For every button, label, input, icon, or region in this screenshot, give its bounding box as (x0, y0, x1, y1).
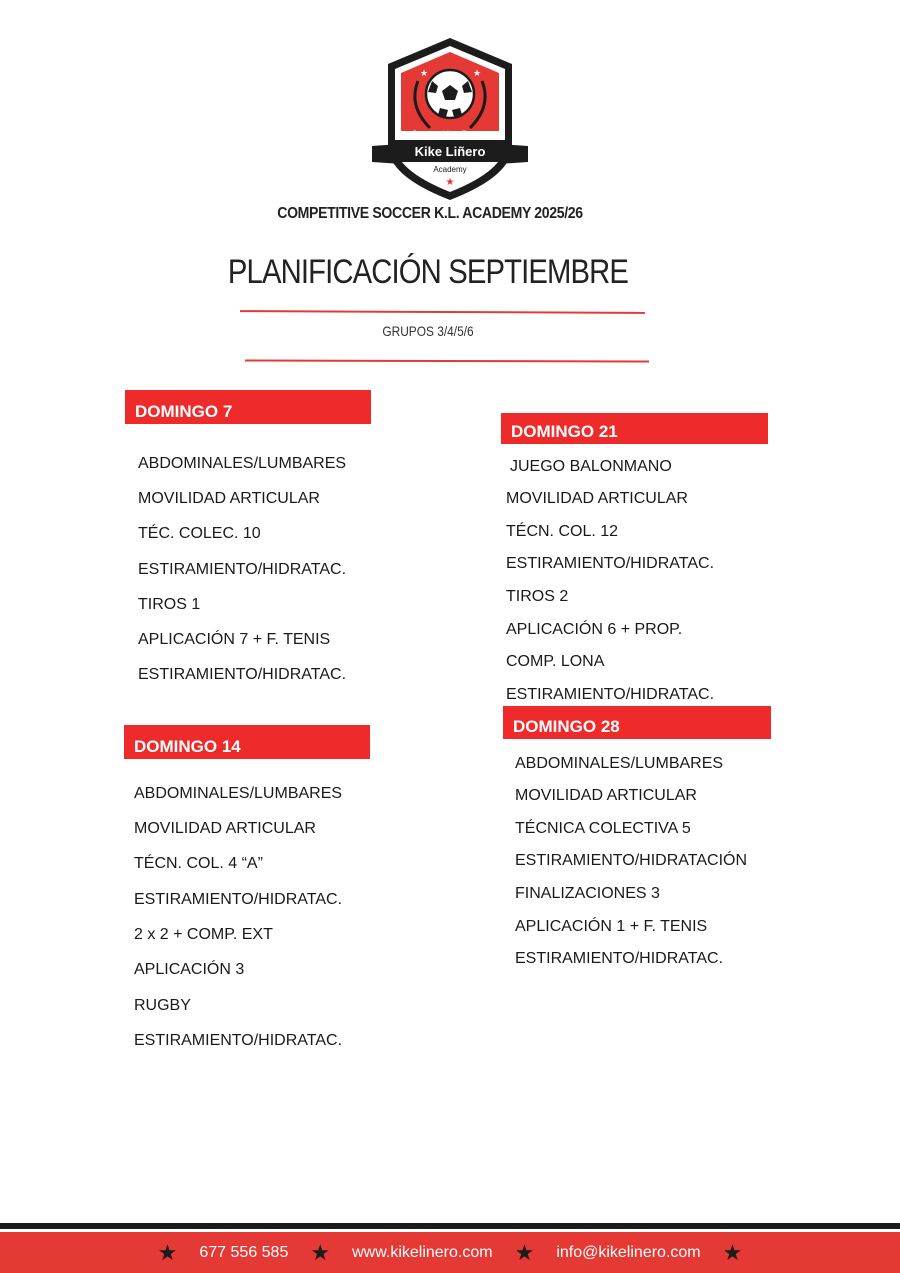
logo-line3: Academy (433, 165, 467, 174)
list-item: TIROS 1 (138, 596, 201, 613)
day-header-domingo-21 (501, 413, 768, 444)
academy-title: COMPETITIVE SOCCER K.L. ACADEMY 2025/26 (277, 205, 583, 222)
list-item: FINALIZACIONES 3 (515, 885, 660, 902)
list-item: TIROS 2 (506, 588, 569, 605)
star-icon: ★ (722, 1239, 743, 1265)
svg-text:★: ★ (473, 68, 482, 78)
list-item: ESTIRAMIENTO/HIDRATAC. (138, 666, 347, 683)
list-item: 2 x 2 + COMP. EXT (134, 926, 273, 943)
list-item: ABDOMINALES/LUMBARES (134, 785, 343, 802)
footer-stripe (0, 1223, 900, 1229)
star-icon: ★ (310, 1239, 331, 1265)
list-item: APLICACIÓN 6 + PROP. (506, 621, 683, 638)
day-title: DOMINGO 21 (511, 422, 618, 441)
list-item: MOVILIDAD ARTICULAR (515, 787, 697, 804)
list-item: MOVILIDAD ARTICULAR (134, 820, 316, 837)
list-item: ESTIRAMIENTO/HIDRATAC. (134, 1032, 343, 1049)
list-item: TÉCN. COL. 4 “A” (134, 855, 263, 872)
list-item: ESTIRAMIENTO/HIDRATAC. (515, 950, 724, 967)
day-header-domingo-28 (503, 706, 771, 739)
page-title: PLANIFICACIÓN SEPTIEMBRE (227, 253, 629, 291)
logo-line2: Kike Liñero (414, 144, 486, 159)
list-item: TÉCN. COL. 12 (506, 523, 619, 540)
list-item: ESTIRAMIENTO/HIDRATACIÓN (515, 852, 748, 869)
footer-email-link[interactable]: info@kikelinero.com (556, 1243, 701, 1261)
footer-contact-bar (0, 1232, 900, 1273)
groups-subtitle: GRUPOS 3/4/5/6 (382, 323, 474, 339)
list-item: ESTIRAMIENTO/HIDRATAC. (134, 891, 343, 908)
list-item: ABDOMINALES/LUMBARES (515, 755, 724, 772)
list-item: MOVILIDAD ARTICULAR (138, 490, 320, 507)
star-icon: ★ (157, 1239, 178, 1265)
list-item: APLICACIÓN 7 + F. TENIS (138, 631, 331, 648)
list-item: APLICACIÓN 3 (134, 961, 245, 978)
day-header-domingo-14 (124, 725, 370, 759)
list-item: MOVILIDAD ARTICULAR (506, 490, 688, 507)
day-title: DOMINGO 7 (135, 402, 233, 421)
logo-line1: Competitive Soccer (410, 129, 490, 139)
list-item: ESTIRAMIENTO/HIDRATAC. (506, 686, 715, 703)
svg-text:★: ★ (445, 177, 455, 188)
footer-phone: 677 556 585 (199, 1243, 289, 1261)
day-title: DOMINGO 14 (134, 737, 241, 756)
divider-bottom (245, 359, 649, 362)
list-item: JUEGO BALONMANO (510, 458, 672, 475)
day-header-domingo-7 (125, 390, 371, 424)
list-item: TÉCNICA COLECTIVA 5 (515, 820, 691, 837)
list-item: COMP. LONA (506, 653, 605, 670)
list-item: TÉC. COLEC. 10 (138, 525, 261, 542)
list-item: APLICACIÓN 1 + F. TENIS (515, 918, 708, 935)
list-item: ESTIRAMIENTO/HIDRATAC. (138, 561, 347, 578)
footer-website-link[interactable]: www.kikelinero.com (352, 1243, 493, 1261)
svg-text:★: ★ (420, 68, 429, 78)
star-icon: ★ (514, 1239, 535, 1265)
list-item: ESTIRAMIENTO/HIDRATAC. (506, 555, 715, 572)
list-item: RUGBY (134, 997, 191, 1014)
academy-logo (370, 36, 530, 202)
list-item: ABDOMINALES/LUMBARES (138, 455, 347, 472)
divider-top (240, 310, 645, 314)
day-title: DOMINGO 28 (513, 717, 620, 736)
